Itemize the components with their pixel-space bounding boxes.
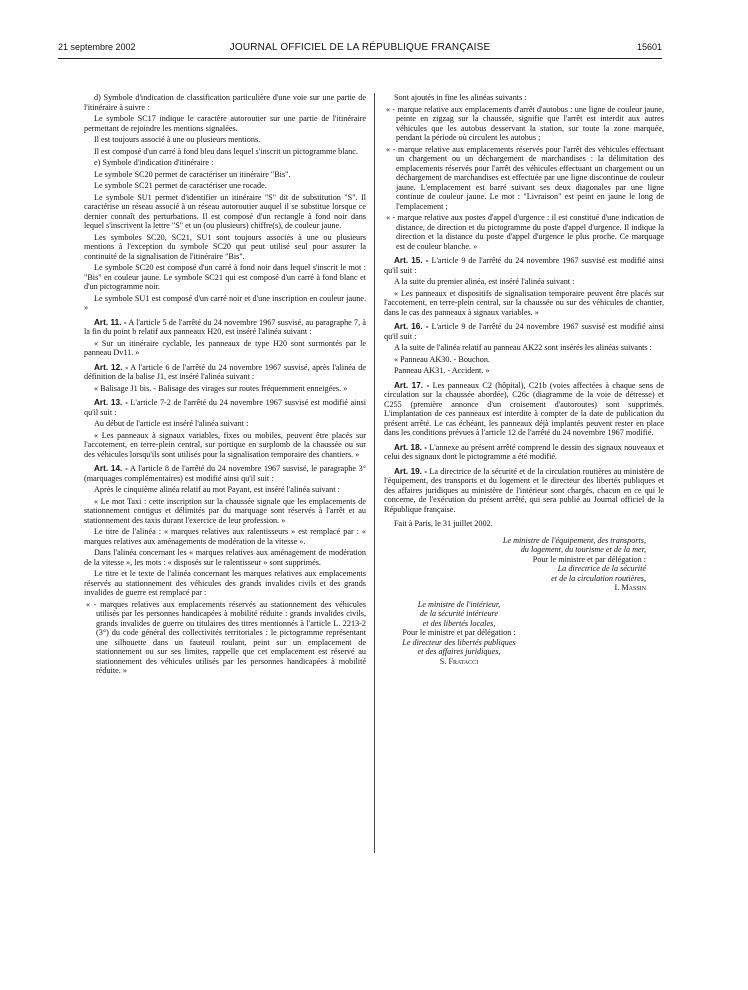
article-text: L'article 7-2 de l'arrêté du 24 novembre 1967 susvisé est modifié ainsi qu'il suit : [84,398,366,417]
article-label: Art. 19. - [394,466,428,476]
paragraph: A la suite de l'alinéa relatif au panneau AK22 sont insérés les alinéas suivants : [394,343,652,352]
paragraph: Au début de l'article est inséré l'alinéa suivant : [94,419,249,428]
paragraph: d) Symbole d'indication de classification particulière d'une voie sur une partie de l'itinéraire à suivre : [84,93,366,112]
signatory-title: et de la circulation routières, [551,573,646,583]
paragraph: Le symbole SC17 indique le caractère autoroutier sur une partie de l'itinéraire permettant de rejoindre les mentions signalées. [84,114,366,133]
header-date: 21 septembre 2002 [58,42,136,52]
article-19 [384,467,664,515]
article-text: A l'article 5 de l'arrêté du 24 novembre 1967 susvisé, au paragraphe 7, à la fin du point b relatif aux panneaux H20, est inséré l'alinéa suivant : [84,317,367,336]
paragraph: Le titre de l'alinéa : « marques relatives aux ralentisseurs » est remplacé par : « marques relatives aux aménagements de modération de la vitesse ». [84,527,366,546]
article-label: Art. 15. - [394,256,429,265]
article-18 [384,443,664,462]
paragraph: Le symbole SC20 est composé d'un carré à fond noir dans lequel s'inscrit le mot : "Bis" en couleur jaune. Le symbole SC21 qui est composé d'un carré à fond blanc et d'un pictogramme noir. [84,263,366,291]
quote: « Panneau AK30. - Bouchon. [394,354,490,364]
paragraph: Le symbole SC21 permet de caractériser une rocade. [94,181,267,190]
delegation-line: Pour le ministre et par délégation : [532,554,646,564]
paragraph: Sont ajoutés in fine les alinéas suivants : [394,93,527,102]
paragraph: Le symbole SC20 permet de caractériser un itinéraire "Bis". [94,169,291,179]
signature-block-1 [384,536,664,593]
header-page-number: 15601 [636,42,662,52]
article-text: A l'article 6 de l'arrêté du 24 novembre 1967 susvisé, après l'alinéa de définition de la balise J1, est inséré l'alinéa suivant : [84,362,366,381]
paragraph: Les symboles SC20, SC21, SU1 sont toujours associés à une ou plusieurs mentions à l'exception du symbole SC20 qui peut utilisé seul pour assurer la continuité de la signalisation de l'itinéraire "Bis". [84,232,366,261]
header-rule [58,58,662,59]
paragraph: Il est composé d'un carré à fond bleu dans lequel s'inscrit un pictogramme blanc. [94,146,358,156]
signature-block-2 [384,600,534,667]
right-column [384,93,664,666]
article-16 [384,322,664,341]
article-label: Art. 13. - [94,398,128,407]
article-label: Art. 16. - [394,322,429,331]
signatory-title: et des affaires juridiques, [417,647,501,656]
quote: « - marque relative aux emplacements d'arrêt d'autobus : une ligne de couleur jaune, peinte en zigzag sur la chaussée, signifie que l'arrêt est interdit aux autres véhicules que les autobus desservant la station, sur toute la zone marquée, pendant la période où circulent les autobus ; [386,104,664,142]
article-13 [84,398,366,417]
quote: « Les panneaux et dispositifs de signalisation temporaire peuvent être placés sur l'accotement, en terre-plein central, sur la chaussée ou sur des véhicules de chantier, dans le cas des panneaux à signaux variables. » [384,288,664,317]
paragraph: Le symbole SU1 est composé d'un carré noir et d'une inscription en couleur jaune. » [84,293,366,312]
article-11 [84,318,366,337]
quote: « Les panneaux à signaux variables, fixes ou mobiles, peuvent être placés sur l'accotement, en terre-plein central, sur portique en surplomb de la chaussée ou sur des véhicules lorsqu'ils sont utilisés pour la signalisation temporaire des chantiers. » [84,430,366,459]
article-label: Art. 11. - [94,317,127,327]
quote: Panneau AK31. - Accident. » [394,366,490,375]
article-text: L'annexe au présent arrêté comprend le dessin des signaux nouveaux et celui des signaux dont le pictogramme a été modifié. [384,442,664,461]
signatory-name: I. Massin [614,583,646,592]
paragraph: Après le cinquième alinéa relatif au mot Payant, est inséré l'alinéa suivant : [94,485,340,494]
article-15 [384,256,664,275]
left-column [84,93,366,678]
quote: « - marques relatives aux emplacements réservés au stationnement des véhicules utilisés par les personnes handicapées à mobilité réduite : grands invalides civils, grands invalides de guerre ou titulaires des titres mentionnés à l'article L. 2213-2 (3°) du code général des collectivités territoriales : le pictogramme représentant une silhouette dans un fauteuil roulant, peint sur un emplacement de stationnement ou sur ses limites, rappelle que cet emplacement est réservé au stationnement des véhicules utilisés par les personnes handicapées à mobilité réduite. » [86,599,366,675]
paragraph: e) Symbole d'indication d'itinéraire : [94,158,214,167]
signatory-title: Le ministre de l'intérieur, [417,599,501,609]
quote: « Sur un itinéraire cyclable, les panneaux de type H20 sont surmontés par le panneau Dv11. » [84,338,366,357]
article-text: La directrice de la sécurité et de la circulation routières au ministère de l'équipement, des transports et du logement et le directeur des libertés publiques et des affaires juridiques au ministère de l'intérieur sont chargés, chacun en ce qui le concerne, de l'exécution du présent arrêté, qui sera publié au Journal officiel de la République française. [384,466,664,514]
article-14 [84,464,366,483]
article-text: A l'article 8 de l'arrêté du 24 novembre 1967 susvisé, le paragraphe 3° (marquages complémentaires) est modifié ainsi qu'il suit : [84,464,366,483]
signatory-title: Le directeur des libertés publiques [402,637,516,647]
signatory-title: Le ministre de l'équipement, des transports, [502,535,646,545]
article-17 [384,381,664,438]
signatory-title: et des libertés locales, [422,618,496,628]
signatory-title: du logement, du tourisme et de la mer, [520,545,646,554]
column-divider [374,93,375,853]
quote: « Le mot Taxi : cette inscription sur la chaussée signale que les emplacements de stationnement contigus et délimités par du marquage sont réservés à l'arrêt et au stationnement des taxis durant l'exercice de leur profession. » [84,496,366,525]
paragraph: Il est toujours associé à une ou plusieurs mentions. [94,135,261,144]
quote: « Balisage J1 bis. - Balisage des virages sur routes fréquemment enneigées. » [94,383,348,393]
signatory-name: S. Fratacci [439,656,479,666]
paragraph: A la suite du premier alinéa, est inséré l'alinéa suivant : [394,277,575,286]
article-label: Art. 14. - [94,464,128,473]
paragraph: Le symbole SU1 permet d'identifier un itinéraire "S" dit de substitution "S". Il caractérise un réseau associé à un réseau autoroutier auquel il se substitue lorsque ce dernier connaît des perturbations. Il est composé d'un rectangle à fond noir dans lequel s'inscrivent la lettre "S" et un (ou plusieurs) chiffre(s), de couleur jaune. [84,192,366,230]
signatory-title: La directrice de la sécurité [557,564,646,573]
article-label: Art. 18. - [394,442,428,452]
article-label: Art. 12. - [94,362,129,372]
signatory-title: de la sécurité intérieure [419,609,499,618]
article-text: L'article 9 de l'arrêté du 24 novembre 1967 susvisé est modifié ainsi qu'il suit : [384,256,664,275]
quote: « - marque relative aux postes d'appel d'urgence : il est constitué d'une indication de distance, de direction et du pictogramme du poste d'appel d'urgence. Il indique la direction et la distance du poste d'appel d'urgence le plus proche. Ce marquage est de couleur blanche. » [386,213,664,251]
article-text: L'article 9 de l'arrêté du 24 novembre 1967 susvisé est modifié ainsi qu'il suit : [384,322,664,341]
header-title: JOURNAL OFFICIEL DE LA RÉPUBLIQUE FRANÇAISE [229,42,491,53]
article-label: Art. 17. - [394,380,430,390]
paragraph: Dans l'alinéa concernant les « marques relatives aux aménagement de modération de la vitesse », les mots : « disposés sur le ralentisseur » sont supprimés. [84,548,366,567]
article-12 [84,363,366,382]
delegation-line: Pour le ministre et par délégation : [402,628,516,637]
quote: « - marque relative aux emplacements réservés pour l'arrêt des véhicules effectuant un chargement ou un déchargement de marchandises : la délimitation des emplacements réservés pour l'arrêt des véhicules effectuant un chargement ou un déchargement de marchandises est effectuée par une ligne discontinue de couleur jaune. L'emplacement est barré suivant ses deux diagonales par une ligne continue de couleur jaune. Le mot : "Livraison" est peint en jaune le long de l'emplacement ; [386,144,664,211]
page-header [58,42,662,56]
paragraph: Le titre et le texte de l'alinéa concernant les marques relatives aux emplacements réservés au stationnement des véhicules des grands invalides civils et des grands invalides de guerre est remplacé par : [84,569,366,597]
article-text: Les panneaux C2 (hôpital), C21b (voies affectées à chaque sens de circulation sur la chaussée abordée), C26c (diagramme de la voie de détresse) et C255 (première annonce d'un croisement d'autoroutes) sont supprimés. L'implantation de ces panneaux est interdite à compter de la date de publication du présent arrêté. Le cas échéant, les panneaux déjà implantés peuvent rester en place dans les conditions prévues à l'article 12 de l'arrêté du 24 novembre 1967 modifié. [384,380,664,437]
date-line: Fait à Paris, le 31 juillet 2002. [394,519,493,528]
